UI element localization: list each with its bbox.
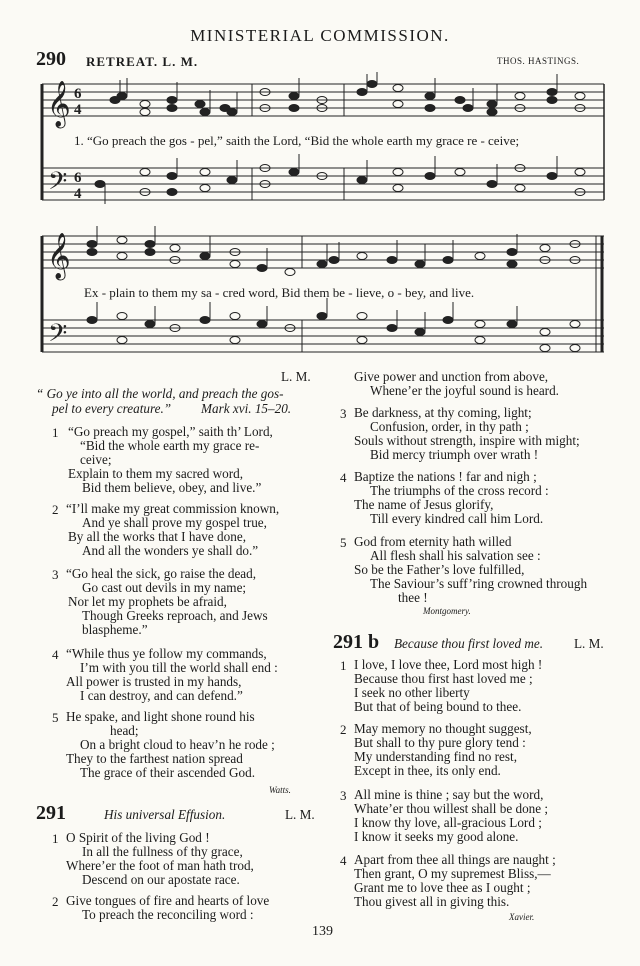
epigraph-line-1: “ Go ye into all the world, and preach the gos- [36, 386, 284, 401]
verse-line: blaspheme.” [82, 622, 148, 637]
bass-clef-icon: 𝄢 [48, 320, 68, 353]
verse-line: But that of being bound to thee. [354, 699, 522, 714]
hymn-290-composer: THOS. HASTINGS. [497, 56, 580, 66]
verse-line: They to the farthest nation spread [66, 751, 243, 766]
verse-line: ceive; [80, 452, 112, 467]
verse-number: 5 [52, 710, 59, 725]
verse-line: Bid them believe, obey, and live.” [82, 480, 262, 495]
verse-line: Where’er the foot of man hath trod, [66, 858, 254, 873]
verse-line: Though Greeks reproach, and Jews [82, 608, 268, 623]
page-title: MINISTERIAL COMMISSION. [190, 26, 450, 45]
verse-line: Then grant, O my supremest Bliss,— [354, 866, 551, 881]
verse-number: 3 [340, 406, 347, 421]
verse-number: 2 [52, 502, 59, 517]
verse-line: Because thou first hast loved me ; [354, 671, 533, 686]
hymn-291-author: Montgomery. [423, 606, 471, 616]
svg-text:6: 6 [74, 86, 82, 102]
verse-line: Confusion, order, in thy path ; [370, 419, 529, 434]
music-lyric-line-1: 1. “Go preach the gos - pel,” saith the Lord, “Bid the whole earth my grace re - ceive; [74, 133, 520, 148]
verse-line: thee ! [398, 590, 428, 605]
epigraph-line-2: pel to every creature.” [52, 401, 172, 416]
verse-line: Descend on our apostate race. [82, 872, 240, 887]
verse-line: Whate’er thou willest shall be done ; [354, 801, 549, 816]
verse-number: 3 [52, 567, 59, 582]
verse-line: The grace of their ascended God. [80, 765, 256, 780]
verse-line: On a bright cloud to heav’n he rode ; [80, 737, 275, 752]
notes-bass-2 [87, 313, 580, 352]
svg-text:6: 6 [74, 170, 82, 186]
verse-line: I can destroy, and can defend.” [80, 688, 243, 703]
verse-number: 4 [340, 470, 347, 485]
svg-text:4: 4 [74, 102, 82, 118]
verse-line: Apart from thee all things are naught ; [354, 852, 556, 867]
verse-number: 2 [52, 894, 59, 909]
verse-line: “Bid the whole earth my grace re- [80, 438, 260, 453]
notes-treble-1 [110, 81, 585, 116]
hymn-291b-author: Xavier. [509, 912, 535, 922]
verse-line: The Saviour’s suff’ring crowned through [370, 576, 588, 591]
verse-line: O Spirit of the living God ! [66, 830, 210, 845]
page-number: 139 [312, 924, 333, 939]
hymn-290-meter: L. M. [281, 369, 311, 384]
verse-line: Till every kindred call him Lord. [370, 511, 544, 526]
music-lyric-line-2: Ex - plain to them my sa - cred word, Bid them be - lieve, o - bey, and live. [84, 285, 475, 300]
stems-treble-2 [97, 226, 517, 268]
verse-line: All mine is thine ; say but the word, [354, 787, 544, 802]
verse-line: God from eternity hath willed [354, 534, 512, 549]
verse-number: 1 [52, 831, 59, 846]
hymn-291b-meter: L. M. [574, 636, 604, 651]
verse-line: Baptize the nations ! far and nigh ; [354, 469, 537, 484]
verse-number: 1 [340, 658, 347, 673]
notes-treble-2 [87, 237, 580, 276]
verse-line: Be darkness, at thy coming, light; [354, 405, 532, 420]
hymn-291-number: 291 [36, 802, 66, 824]
verse-line: Thou givest all in giving this. [354, 894, 510, 909]
verse-number: 1 [52, 425, 59, 440]
verse-line: To preach the reconciling word : [82, 907, 254, 922]
hymn-291-title: His universal Effusion. [104, 807, 226, 822]
verse-line: Give power and unction from above, [354, 369, 549, 384]
verse-line: All flesh shall his salvation see : [370, 548, 541, 563]
verse-line: All power is trusted in my hands, [66, 674, 242, 689]
hymn-290-tune-name: RETREAT. L. M. [86, 54, 199, 69]
hymn-291b-title: Because thou first loved me. [394, 636, 544, 651]
treble-clef-icon: 𝄞 [47, 233, 71, 278]
verse-line: My understanding find no rest, [354, 749, 517, 764]
verse-line: I know it seeks my good alone. [354, 829, 519, 844]
verse-line: But shall to thy pure glory tend : [354, 735, 526, 750]
verse-line: I’m with you till the world shall end : [80, 660, 278, 675]
verse-line: He spake, and light shone round his [66, 709, 255, 724]
verse-line: Explain to them my sacred word, [68, 466, 244, 481]
verse-number: 4 [340, 853, 347, 868]
verse-line: I seek no other liberty [354, 685, 470, 700]
verse-line: “Go heal the sick, go raise the dead, [66, 566, 257, 581]
treble-clef-icon: 𝄞 [47, 81, 71, 126]
stems-bass-2 [97, 298, 517, 332]
verse-line: The triumphs of the cross record : [370, 483, 549, 498]
hymn-291b-number: 291 b [333, 631, 380, 653]
verse-number: 2 [340, 722, 347, 737]
verse-line: “Go preach my gospel,” saith th’ Lord, [68, 424, 273, 439]
verse-line: So be the Father’s love fulfilled, [354, 562, 525, 577]
verse-line: “I’ll make my great commission known, [66, 501, 280, 516]
verse-line: May memory no thought suggest, [354, 721, 532, 736]
verse-line: Whene’er the joyful sound is heard. [370, 383, 559, 398]
epigraph-reference: Mark xvi. 15–20. [201, 401, 292, 416]
verse-line: Souls without strength, inspire with might; [354, 433, 580, 448]
verse-line: Give tongues of fire and hearts of love [66, 893, 270, 908]
verse-line: And all the wonders ye shall do.” [82, 543, 259, 558]
verse-line: “While thus ye follow my commands, [66, 646, 267, 661]
svg-text:4: 4 [74, 186, 82, 202]
verse-number: 5 [340, 535, 347, 550]
verse-line: Grant me to love thee as I ought ; [354, 880, 531, 895]
hymn-291-meter: L. M. [285, 807, 315, 822]
verse-line: I know thy love, all-gracious Lord ; [354, 815, 542, 830]
verse-line: Nor let my prophets be afraid, [68, 594, 227, 609]
verse-line: The name of Jesus glorify, [354, 497, 494, 512]
verse-line: Go cast out devils in my name; [82, 580, 247, 595]
verse-line: head; [110, 723, 139, 738]
verse-number: 4 [52, 647, 59, 662]
hymn-290-author: Watts. [269, 785, 291, 795]
notes-bass-1 [95, 165, 585, 196]
verse-line: Except in thee, its only end. [354, 763, 501, 778]
verse-line: Bid mercy triumph over wrath ! [370, 447, 539, 462]
verse-line: I love, I love thee, Lord most high ! [354, 657, 543, 672]
verse-line: By all the works that I have done, [68, 529, 246, 544]
bass-clef-icon: 𝄢 [48, 168, 68, 201]
hymn-290-number: 290 [36, 48, 66, 70]
verse-line: And ye shall prove my gospel true, [82, 515, 267, 530]
verse-line: In all the fullness of thy grace, [82, 844, 243, 859]
verse-number: 3 [340, 788, 347, 803]
